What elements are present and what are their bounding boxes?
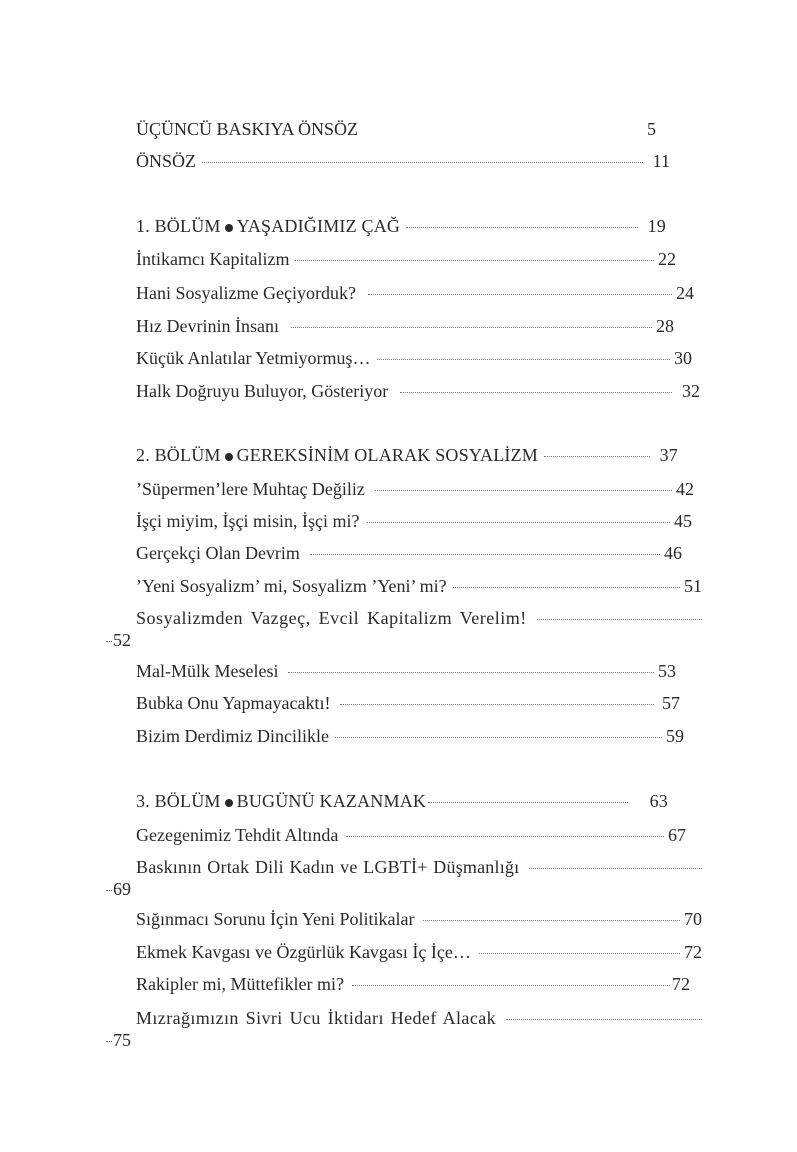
toc-entry-title: Küçük Anlatılar Yetmiyormuş… <box>136 348 371 368</box>
chapter-title: BUGÜNÜ KAZANMAK <box>236 791 427 811</box>
toc-entry-page: 42 <box>676 479 694 499</box>
toc-chapter-1 <box>136 215 706 237</box>
toc-entry-page: 57 <box>662 693 680 713</box>
toc-entry-preface <box>136 150 706 172</box>
dot-leader <box>291 327 652 328</box>
toc-entry-wrapped <box>136 607 706 629</box>
dot-leader <box>368 294 672 295</box>
toc-entry-page: 72 <box>684 942 702 962</box>
dot-leader <box>352 985 670 986</box>
dot-leader <box>406 227 637 228</box>
dot-leader <box>288 672 654 673</box>
toc-entry-title: Mızrağımızın Sivri Ucu İktidarı Hedef Alacak <box>136 1008 496 1028</box>
toc-entry-title: Rakipler mi, Müttefikler mi? <box>136 974 344 994</box>
dot-leader <box>106 890 112 891</box>
toc-entry-wrapped <box>136 1007 706 1029</box>
toc-entry-page: 32 <box>682 381 700 401</box>
chapter-title: YAŞADIĞIMIZ ÇAĞ <box>236 216 401 236</box>
toc-entry <box>136 575 706 597</box>
chapter-label: 2. BÖLÜM <box>136 445 221 465</box>
toc-entry-page: 70 <box>684 909 702 929</box>
toc-entry <box>136 510 706 532</box>
toc-entry-page: 69 <box>113 879 131 899</box>
dot-leader <box>202 162 643 163</box>
toc-entry-page: 67 <box>668 825 686 845</box>
toc-entry-page: 75 <box>113 1030 131 1050</box>
dot-leader <box>335 737 662 738</box>
toc-entry <box>136 282 706 304</box>
dot-leader <box>377 359 671 360</box>
toc-entry <box>136 941 706 963</box>
toc-entry <box>136 478 706 500</box>
toc-entry-page: 37 <box>659 445 678 465</box>
dot-leader <box>106 641 112 642</box>
toc-entry-page: 45 <box>674 511 692 531</box>
toc-entry-page: 28 <box>656 316 674 336</box>
dot-leader <box>537 619 702 620</box>
toc-entry-title: Mal-Mülk Meselesi <box>136 661 279 681</box>
chapter-label: 3. BÖLÜM <box>136 791 221 811</box>
toc-chapter-2 <box>136 444 706 466</box>
dot-leader <box>453 587 680 588</box>
toc-entry-page: 72 <box>672 974 690 994</box>
toc-entry <box>136 908 706 930</box>
toc-entry-title: Hani Sosyalizme Geçiyorduk? <box>136 283 356 303</box>
dot-leader <box>529 868 702 869</box>
toc-entry <box>136 973 706 995</box>
toc-entry-title: ’Süpermen’lere Muhtaç Değiliz <box>136 479 365 499</box>
toc-chapter-3 <box>136 790 706 812</box>
toc-entry <box>136 315 706 337</box>
dot-leader <box>346 836 664 837</box>
toc-entry-page: 19 <box>647 216 666 236</box>
toc-entry <box>136 660 706 682</box>
toc-entry-page: 46 <box>664 543 682 563</box>
toc-entry-title: Hız Devrinin İnsanı <box>136 316 279 336</box>
toc-entry-title: Gezegenimiz Tehdit Altında <box>136 825 339 845</box>
toc-entry-third-preface <box>136 118 706 140</box>
toc-entry-page: 11 <box>652 151 670 171</box>
toc-entry-title: ÖNSÖZ <box>136 151 197 171</box>
dot-leader <box>400 392 672 393</box>
toc-entry-page: 52 <box>113 630 131 650</box>
toc-entry-wrapped-page <box>106 629 131 651</box>
toc-entry <box>136 380 706 402</box>
toc-entry-title: Bizim Derdimiz Dincilikle <box>136 726 329 746</box>
dot-leader <box>479 953 680 954</box>
bullet-icon <box>225 224 233 232</box>
toc-entry <box>136 692 706 714</box>
toc-entry-wrapped-page <box>106 878 131 900</box>
toc-entry-wrapped <box>136 856 706 878</box>
toc-entry <box>136 347 706 369</box>
toc-entry-wrapped-page <box>106 1029 131 1051</box>
dot-leader <box>423 920 681 921</box>
toc-entry-title: ÜÇÜNCÜ BASKIYA ÖNSÖZ <box>136 119 359 139</box>
dot-leader <box>106 1041 112 1042</box>
chapter-label: 1. BÖLÜM <box>136 216 221 236</box>
toc-entry-page: 51 <box>684 576 702 596</box>
toc-entry-title: Bubka Onu Yapmayacaktı! <box>136 693 331 713</box>
toc-entry-page: 30 <box>674 348 692 368</box>
toc-entry-title: Baskının Ortak Dili Kadın ve LGBTİ+ Düşmanlığı <box>136 857 520 877</box>
toc-entry-page: 24 <box>676 283 694 303</box>
toc-entry <box>136 824 706 846</box>
toc-entry-title: Ekmek Kavgası ve Özgürlük Kavgası İç İçe… <box>136 942 471 962</box>
dot-leader <box>375 490 672 491</box>
toc-entry-page: 22 <box>658 249 676 269</box>
toc-entry-page: 5 <box>647 119 656 139</box>
dot-leader <box>367 522 670 523</box>
toc-entry-title: Sığınmacı Sorunu İçin Yeni Politikalar <box>136 909 415 929</box>
dot-leader <box>428 802 627 803</box>
toc-entry <box>136 542 706 564</box>
toc-entry <box>136 248 706 270</box>
toc-entry-title: İşçi miyim, İşçi misin, İşçi mi? <box>136 511 360 531</box>
toc-entry-title: Gerçekçi Olan Devrim <box>136 543 300 563</box>
toc-entry-page: 63 <box>649 791 668 811</box>
bullet-icon <box>225 453 233 461</box>
chapter-title: GEREKSİNİM OLARAK SOSYALİZM <box>236 445 539 465</box>
toc-entry-title: ’Yeni Sosyalizm’ mi, Sosyalizm ’Yeni’ mi? <box>136 576 447 596</box>
toc-entry-title: Halk Doğruyu Buluyor, Gösteriyor <box>136 381 389 401</box>
toc-entry-title: İntikamcı Kapitalizm <box>136 249 290 269</box>
toc-entry-page: 53 <box>658 661 676 681</box>
dot-leader <box>506 1019 702 1020</box>
bullet-icon <box>225 799 233 807</box>
toc-entry <box>136 725 706 747</box>
toc-entry-page: 59 <box>666 726 684 746</box>
dot-leader <box>340 704 654 705</box>
dot-leader <box>295 260 654 261</box>
dot-leader <box>544 456 650 457</box>
toc-entry-title: Sosyalizmden Vazgeç, Evcil Kapitalizm Verelim! <box>136 608 527 628</box>
dot-leader <box>310 554 660 555</box>
